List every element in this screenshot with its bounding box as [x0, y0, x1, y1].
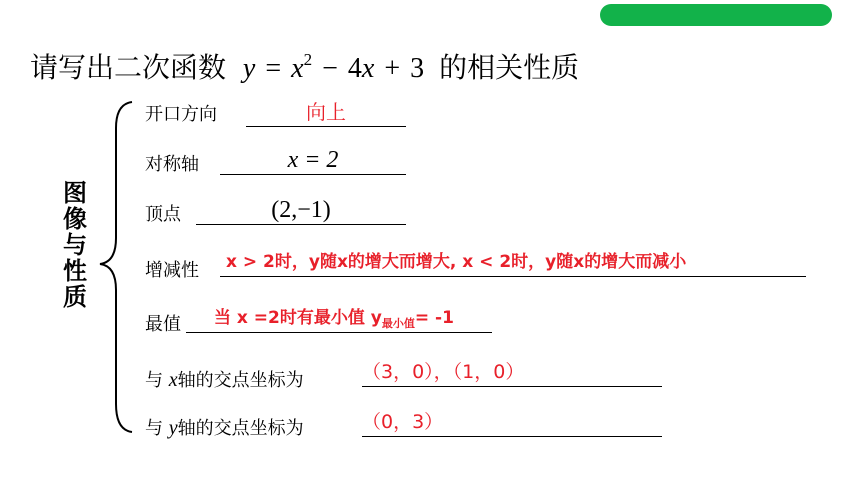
axis-answer: x = 2: [287, 147, 339, 173]
extremum-label: 最值: [145, 314, 181, 335]
opening-blank: [246, 98, 406, 127]
vertex-label: 顶点: [145, 204, 181, 225]
y-intersect-answer: （0，3）: [362, 411, 444, 433]
x-intersect-answer: （3，0），（1，0）: [362, 361, 525, 383]
row-extremum: [145, 310, 181, 336]
row-vertex: [145, 200, 181, 226]
title-suffix: 的相关性质: [439, 51, 580, 84]
row-axis: [145, 150, 199, 176]
opening-label: 开口方向: [145, 104, 217, 125]
opening-answer: 向上: [306, 100, 346, 124]
curly-brace: [96, 98, 136, 438]
row-y-intersect: 与 y轴的交点坐标为: [145, 417, 304, 439]
monotonic-answer: x > 2时，y随x的增大而增大, x < 2时，y随x的增大而减小: [226, 252, 687, 272]
monotonic-blank: [220, 248, 806, 277]
title-formula: $y = x^2 - 4x + 3$: [242, 50, 425, 84]
axis-blank: [220, 146, 406, 175]
title-prefix: 请写出二次函数: [30, 51, 227, 84]
vertex-answer: (2,−1): [271, 197, 331, 223]
y-intersect-blank: [362, 408, 662, 437]
axis-label: 对称轴: [145, 154, 199, 175]
page-title: [30, 46, 579, 86]
x-var: x: [168, 369, 178, 391]
monotonic-label: 增减性: [145, 260, 199, 281]
row-opening-direction: [145, 100, 217, 126]
vertex-blank: [196, 196, 406, 225]
header-accent-bar: [600, 4, 832, 26]
extremum-blank: [186, 304, 492, 333]
row-x-intersect: 与 x轴的交点坐标为: [145, 369, 304, 391]
extremum-answer: 当 x =2时有最小值 $y_{最小值}= -1$: [214, 308, 454, 330]
x-intersect-blank: [362, 358, 662, 387]
side-label: 图 像 与 性 质: [63, 179, 87, 311]
y-var: y: [168, 417, 178, 439]
row-monotonicity: [145, 256, 199, 282]
